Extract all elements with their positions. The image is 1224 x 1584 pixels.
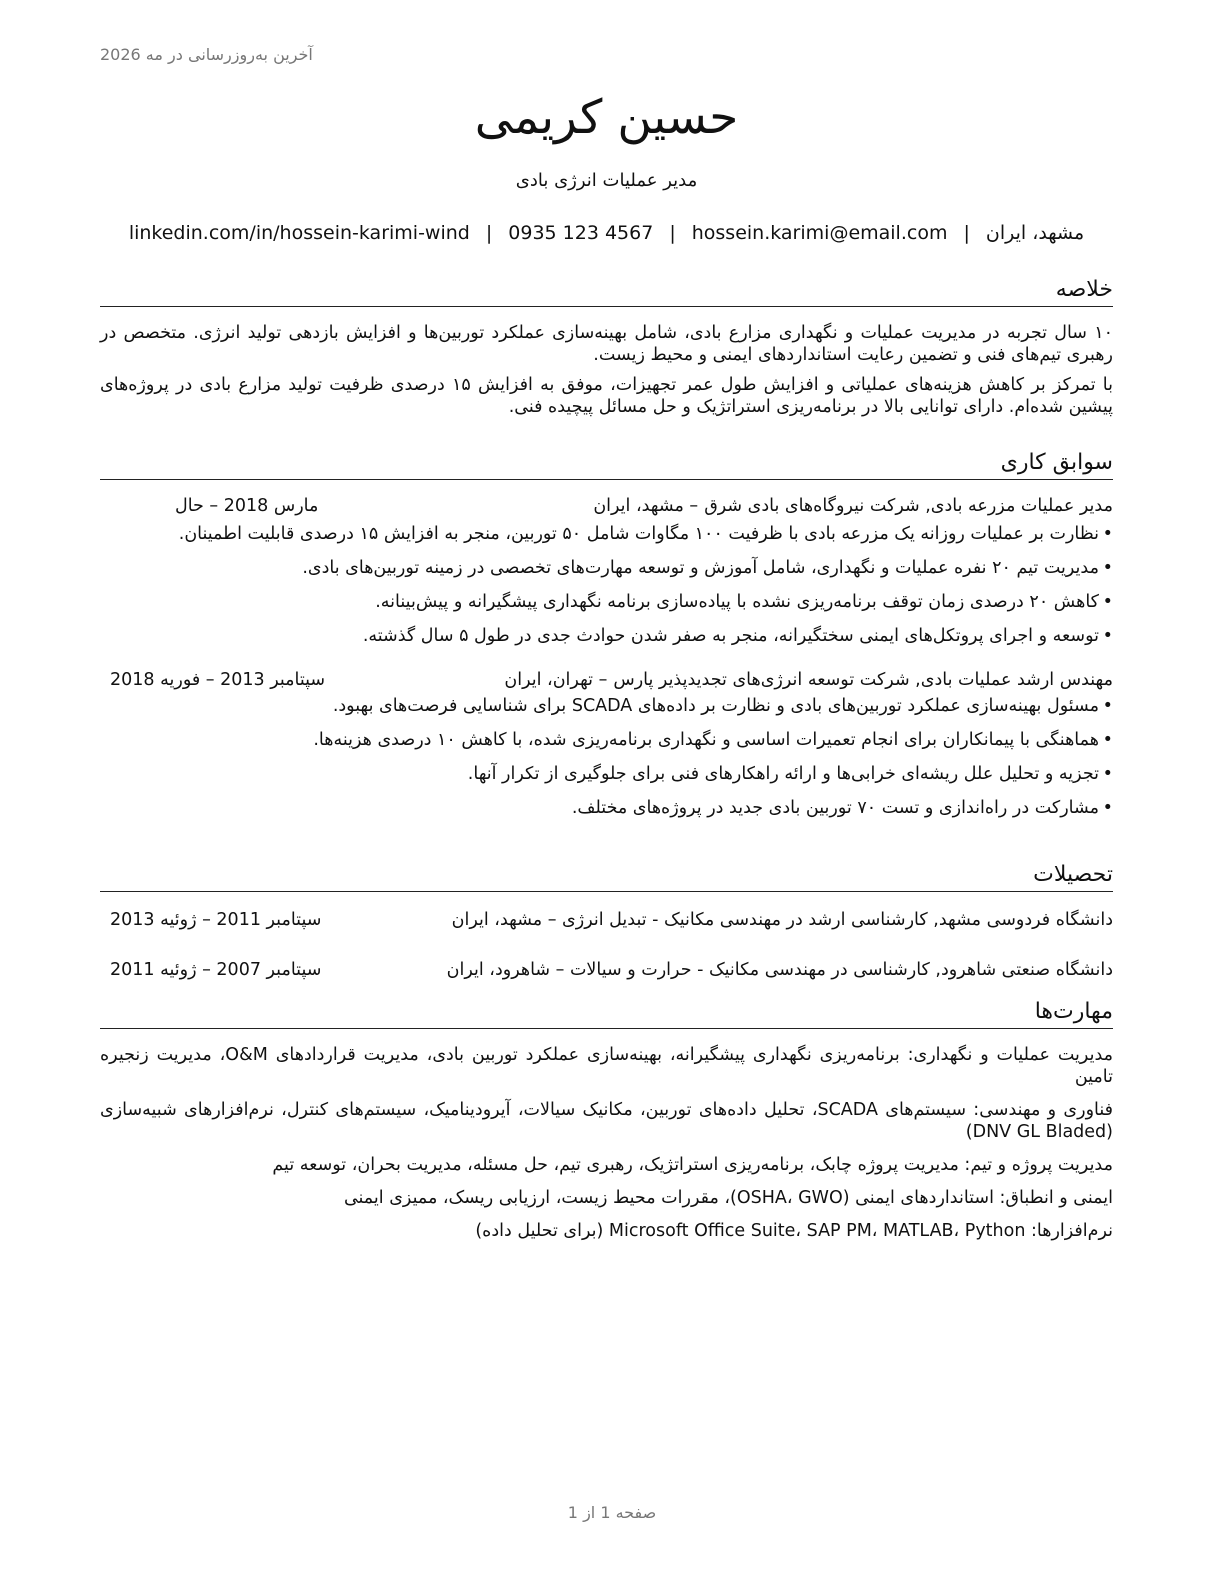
- job-title: مدیر عملیات انرژی بادی: [515, 170, 698, 191]
- education-dates: سپتامبر 2011 – ژوئیه 2013: [110, 910, 322, 930]
- skills-section: [100, 998, 1113, 1242]
- job-dates: مارس 2018 – حال: [175, 496, 319, 516]
- list-item: • توسعه و اجرای پروتکل‌های ایمنی سختگیرانه، منجر به صفر شدن حوادث جدی در طول ۵ سال گذشته.: [100, 625, 1113, 647]
- job-entry: [100, 495, 1113, 647]
- job-bullets: [100, 695, 1113, 819]
- summary-section: [100, 276, 1113, 418]
- education-dates: سپتامبر 2007 – ژوئیه 2011: [110, 960, 322, 980]
- job-header: [100, 495, 1113, 517]
- skill-line: نرم‌افزارها: Microsoft Office Suite، SAP PM، MATLAB، Python (برای تحلیل داده): [475, 1221, 1113, 1241]
- job-header: [100, 669, 1113, 691]
- job-bullets: [100, 523, 1113, 647]
- education-entry: [100, 909, 1113, 931]
- list-item: • مسئول بهینه‌سازی عملکرد توربین‌های بادی و نظارت بر داده‌های SCADA برای شناسایی فرصت‌های بهبود.: [100, 695, 1113, 717]
- list-item: • تجزیه و تحلیل علل ریشه‌ای خرابی‌ها و ارائه راهکارهای فنی برای جلوگیری از تکرار آنها.: [100, 763, 1113, 785]
- experience-heading: سوابق کاری: [100, 449, 1113, 480]
- job-role: مهندس ارشد عملیات بادی, شرکت توسعه انرژی‌های تجدیدپذیر پارس: [613, 670, 1113, 690]
- contact-phone[interactable]: 0935 123 4567: [508, 222, 654, 244]
- education-section: [100, 861, 1113, 981]
- contact-separator: |: [485, 222, 493, 244]
- education-heading: تحصیلات: [100, 861, 1113, 892]
- skill-line: ایمنی و انطباق: استانداردهای ایمنی (OSHA، GWO)، مقررات محیط زیست، ارزیابی ریسک، ممیزی ایمنی: [343, 1188, 1113, 1208]
- contact-email[interactable]: hossein.karimi@email.com: [691, 222, 948, 244]
- contact-location: مشهد، ایران: [985, 222, 1085, 244]
- job-location: – مشهد، ایران: [593, 496, 699, 516]
- skills-heading: مهارت‌ها: [100, 998, 1113, 1029]
- education-school: دانشگاه فردوسی مشهد, کارشناسی ارشد در مهندسی مکانیک - تبدیل انرژی – مشهد، ایران: [451, 910, 1113, 930]
- list-item: • مشارکت در راه‌اندازی و تست ۷۰ توربین بادی جدید در پروژه‌های مختلف.: [100, 797, 1113, 819]
- page-number: صفحه 1 از 1: [567, 1503, 657, 1522]
- skill-line: مدیریت پروژه و تیم: مدیریت پروژه چابک، برنامه‌ریزی استراتژیک، رهبری تیم، حل مسئله، مدیریت بحران، توسعه تیم: [272, 1155, 1113, 1175]
- list-item: • مدیریت تیم ۲۰ نفره عملیات و نگهداری، شامل آموزش و توسعه مهارت‌های تخصصی در زمینه توربین‌های بادی.: [100, 557, 1113, 579]
- job-role: مدیر عملیات مزرعه بادی, شرکت نیروگاه‌های بادی شرق: [704, 496, 1113, 516]
- list-item: • هماهنگی با پیمانکاران برای انجام تعمیرات اساسی و نگهداری برنامه‌ریزی شده، با کاهش ۱۰ درصدی هزینه‌ها.: [100, 729, 1113, 751]
- job-dates: سپتامبر 2013 – فوریه 2018: [110, 670, 326, 690]
- education-school: دانشگاه صنعتی شاهرود, کارشناسی در مهندسی مکانیک - حرارت و سیالات – شاهرود، ایران: [446, 960, 1113, 980]
- person-name: حسین کریمی: [474, 90, 739, 145]
- contact-linkedin[interactable]: linkedin.com/in/hossein-karimi-wind: [128, 222, 470, 244]
- contact-separator: |: [669, 222, 676, 244]
- skill-line: مدیریت عملیات و نگهداری: برنامه‌ریزی نگهداری پیشگیرانه، بهینه‌سازی عملکرد توربین بادی، مدیریت قراردادهای O&M، مدیریت زنجیره تامین: [100, 1045, 1113, 1087]
- education-entry: [100, 959, 1113, 981]
- summary-paragraph: با تمرکز بر کاهش هزینه‌های عملیاتی و افزایش طول عمر تجهیزات، موفق به افزایش ۱۵ درصدی ظرفیت تولید مزارع بادی در پروژه‌های پیشین شده‌ام. دارای توانایی بالا در برنامه‌ریزی استراتژیک و حل مسائل پیچیده فنی.: [100, 375, 1113, 417]
- summary-paragraph: ۱۰ سال تجربه در مدیریت عملیات و نگهداری مزارع بادی، شامل بهینه‌سازی عملکرد توربین‌ها و افزایش بازدهی تولید انرژی. متخصص در رهبری تیم‌های فنی و تضمین رعایت استانداردهای ایمنی و محیط زیست.: [100, 323, 1113, 365]
- list-item: • نظارت بر عملیات روزانه یک مزرعه بادی با ظرفیت ۱۰۰ مگاوات شامل ۵۰ توربین، منجر به افزایش ۱۵ درصدی قابلیت اطمینان.: [100, 523, 1113, 545]
- skill-line: فناوری و مهندسی: سیستم‌های SCADA، تحلیل داده‌های توربین، مکانیک سیالات، آیرودینامیک، سیستم‌های کنترل، نرم‌افزارهای شبیه‌سازی (DNV GL Bladed): [100, 1100, 1114, 1142]
- contact-line: [100, 222, 1113, 244]
- experience-section: [100, 449, 1113, 831]
- last-updated-note: آخرین به‌روزرسانی در مه 2026: [100, 45, 313, 64]
- job-entry: [100, 669, 1113, 819]
- job-location: – تهران، ایران: [504, 670, 608, 690]
- contact-separator: |: [963, 222, 970, 244]
- list-item: • کاهش ۲۰ درصدی زمان توقف برنامه‌ریزی نشده با پیاده‌سازی برنامه نگهداری پیشگیرانه و پیش‌بینانه.: [100, 591, 1113, 613]
- summary-heading: خلاصه: [100, 276, 1113, 307]
